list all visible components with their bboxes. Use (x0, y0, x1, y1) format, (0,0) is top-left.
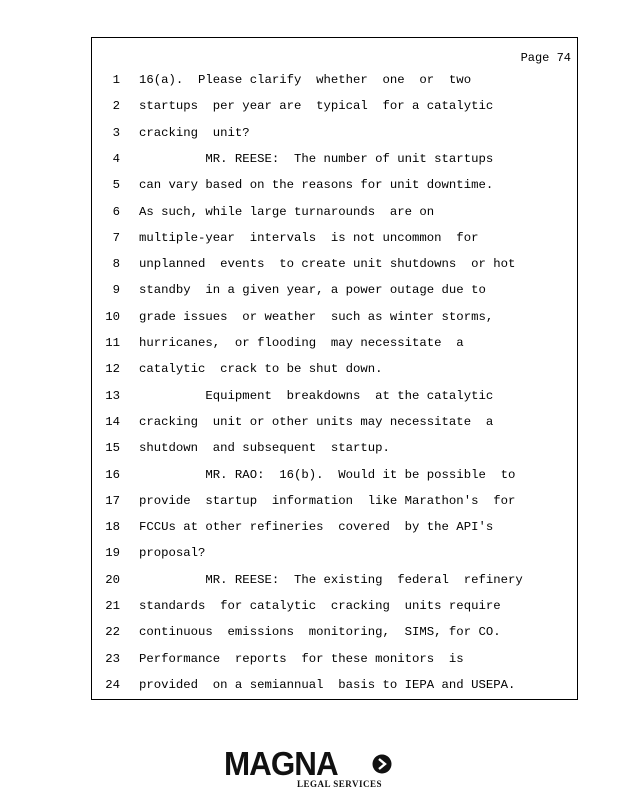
line-text: cracking unit or other units may necessitate a (139, 414, 494, 429)
line-text: 16(a). Please clarify whether one or two (139, 73, 472, 87)
line-number: 2 (112, 99, 120, 114)
line-number: 23 (105, 651, 120, 666)
line-text: startups per year are typical for a catalytic (139, 99, 494, 114)
transcript-line (92, 336, 579, 356)
logo-subtitle: LEGAL SERVICES (297, 779, 382, 789)
transcript-line (92, 178, 579, 198)
line-text: provide startup information like Marathon's for (139, 493, 516, 508)
line-text: can vary based on the reasons for unit downtime. (139, 178, 494, 193)
line-text: MR. RAO: 16(b). Would it be possible to (139, 467, 516, 482)
line-number: 10 (105, 309, 120, 324)
line-number: 22 (105, 625, 120, 640)
arrow-circle-icon (372, 754, 392, 774)
transcript-line (92, 152, 579, 172)
line-number: 6 (112, 204, 120, 219)
line-text: standby in a given year, a power outage due to (139, 283, 486, 298)
transcript-line (92, 126, 579, 146)
line-number: 13 (105, 388, 120, 403)
transcript-line (92, 625, 579, 645)
transcript-line (92, 283, 579, 303)
line-number: 24 (105, 677, 120, 692)
line-text: multiple-year intervals is not uncommon for (139, 230, 479, 245)
line-text: unplanned events to create unit shutdowns or hot (139, 257, 516, 272)
line-text: Equipment breakdowns at the catalytic (139, 388, 494, 403)
transcript-line (92, 73, 579, 93)
line-number: 21 (105, 599, 120, 613)
transcript-line (92, 652, 579, 672)
line-text: shutdown and subsequent startup. (139, 441, 390, 456)
transcript-line (92, 257, 579, 277)
line-number: 5 (112, 178, 120, 193)
line-number: 8 (112, 257, 120, 272)
line-number: 12 (105, 362, 120, 377)
line-number: 17 (105, 493, 120, 508)
line-text: cracking unit? (139, 125, 250, 140)
line-text: grade issues or weather such as winter storms, (139, 309, 494, 324)
line-number: 18 (105, 520, 120, 535)
line-text: continuous emissions monitoring, SIMS, for CO. (139, 625, 501, 640)
logo-wordmark: MAGNA (224, 745, 338, 782)
transcript-line (92, 599, 579, 619)
transcript-line (92, 99, 579, 119)
line-text: Performance reports for these monitors is (139, 651, 464, 666)
transcript-line (92, 520, 579, 540)
line-number: 19 (105, 546, 120, 561)
transcript-page (91, 37, 578, 700)
line-text: provided on a semiannual basis to IEPA and USEPA. (139, 677, 516, 692)
transcript-line (92, 205, 579, 225)
transcript-line (92, 310, 579, 330)
line-number: 14 (105, 414, 120, 429)
line-number: 1 (112, 73, 120, 87)
line-text: MR. REESE: The number of unit startups (139, 151, 494, 166)
transcript-line (92, 678, 579, 698)
line-text: proposal? (139, 546, 206, 561)
line-number: 7 (112, 230, 120, 245)
transcript-line (92, 573, 579, 593)
line-number: 16 (105, 467, 120, 482)
magna-legal-services-logo (224, 746, 396, 792)
page-number: Page 74 (520, 51, 571, 65)
transcript-line (92, 415, 579, 435)
transcript-line (92, 546, 579, 566)
line-text: MR. REESE: The existing federal refinery (139, 572, 523, 587)
line-text: catalytic crack to be shut down. (139, 362, 383, 377)
transcript-line (92, 231, 579, 251)
line-number: 15 (105, 441, 120, 456)
transcript-line (92, 389, 579, 409)
transcript-line (92, 468, 579, 488)
line-number: 9 (112, 283, 120, 298)
line-number: 4 (112, 151, 120, 166)
line-text: As such, while large turnarounds are on (139, 204, 435, 219)
line-number: 3 (112, 125, 120, 140)
line-text: FCCUs at other refineries covered by the API's (139, 520, 494, 535)
line-text: hurricanes, or flooding may necessitate a (139, 336, 464, 350)
transcript-line (92, 494, 579, 514)
transcript-line (92, 441, 579, 461)
transcript-line (92, 362, 579, 382)
line-number: 11 (105, 336, 120, 350)
line-number: 20 (105, 572, 120, 587)
line-text: standards for catalytic cracking units require (139, 599, 501, 613)
